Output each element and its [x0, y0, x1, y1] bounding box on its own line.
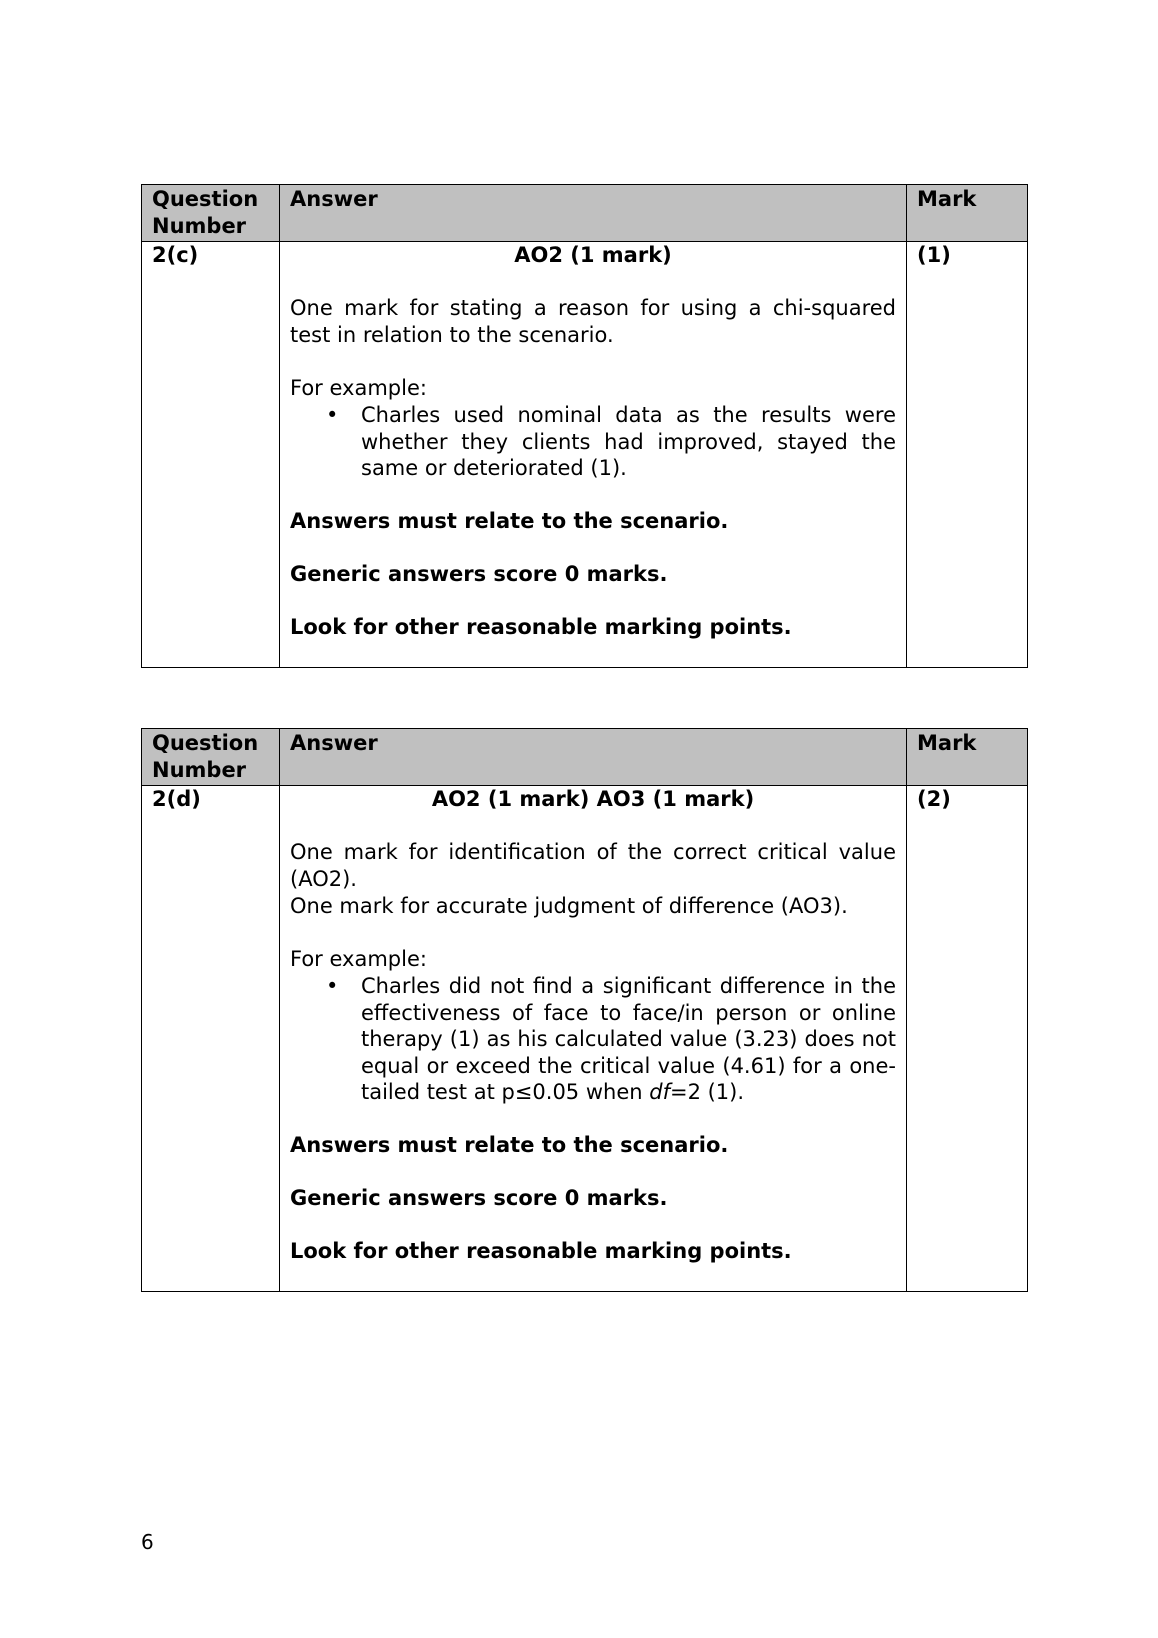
- instruction-text: One mark for stating a reason for using a chi-squared test in relation to the scenario.: [290, 296, 896, 347]
- header-answer: Answer: [280, 185, 907, 242]
- note-relate-scenario: Answers must relate to the scenario.: [290, 1132, 729, 1157]
- note-other-points: Look for other reasonable marking points.: [290, 1238, 792, 1263]
- list-item: • Charles used nominal data as the results were whether they clients had improved, stayed the same or deteriorated (1).: [361, 402, 896, 482]
- df-italic: df: [649, 1080, 670, 1104]
- table-row: [142, 242, 1028, 668]
- note-relate-scenario: Answers must relate to the scenario.: [290, 508, 729, 533]
- list-item: [361, 973, 896, 1106]
- mark-value: (1): [907, 242, 1028, 668]
- answer-cell: [280, 242, 907, 668]
- note-other-points: Look for other reasonable marking points.: [290, 614, 792, 639]
- header-mark: Mark: [907, 185, 1028, 242]
- example-list: [290, 402, 896, 482]
- header-question-number: Question Number: [142, 729, 280, 786]
- example-text-end: =2 (1).: [669, 1080, 745, 1104]
- example-text: Charles did not find a significant difference in the effectiveness of face to face/in person or online therapy (1) as his calculated value (3.23) does not equal or exceed the critical value (4.61) for a one-tailed test at p≤0.05 when: [361, 974, 896, 1104]
- ao-heading: AO2 (1 mark) AO3 (1 mark): [431, 787, 755, 811]
- header-answer: Answer: [280, 729, 907, 786]
- table-header-row: [142, 729, 1028, 786]
- mark-scheme-table-2c: [141, 184, 1028, 668]
- ao-heading: AO2 (1 mark): [514, 243, 672, 267]
- example-intro: For example:: [290, 947, 427, 971]
- instruction-text: One mark for identification of the correct critical value (AO2).: [290, 840, 896, 891]
- question-number: 2(d): [142, 786, 280, 1292]
- answer-cell: [280, 786, 907, 1292]
- table-row: [142, 786, 1028, 1292]
- instruction-text: One mark for accurate judgment of difference (AO3).: [290, 894, 848, 918]
- page-number: 6: [141, 1530, 154, 1554]
- question-number: 2(c): [142, 242, 280, 668]
- note-generic-answers: Generic answers score 0 marks.: [290, 561, 668, 586]
- table-header-row: [142, 185, 1028, 242]
- header-mark: Mark: [907, 729, 1028, 786]
- note-generic-answers: Generic answers score 0 marks.: [290, 1185, 668, 1210]
- header-question-number: Question Number: [142, 185, 280, 242]
- mark-value: (2): [907, 786, 1028, 1292]
- mark-scheme-table-2d: [141, 728, 1028, 1292]
- example-intro: For example:: [290, 376, 427, 400]
- example-list: [290, 973, 896, 1106]
